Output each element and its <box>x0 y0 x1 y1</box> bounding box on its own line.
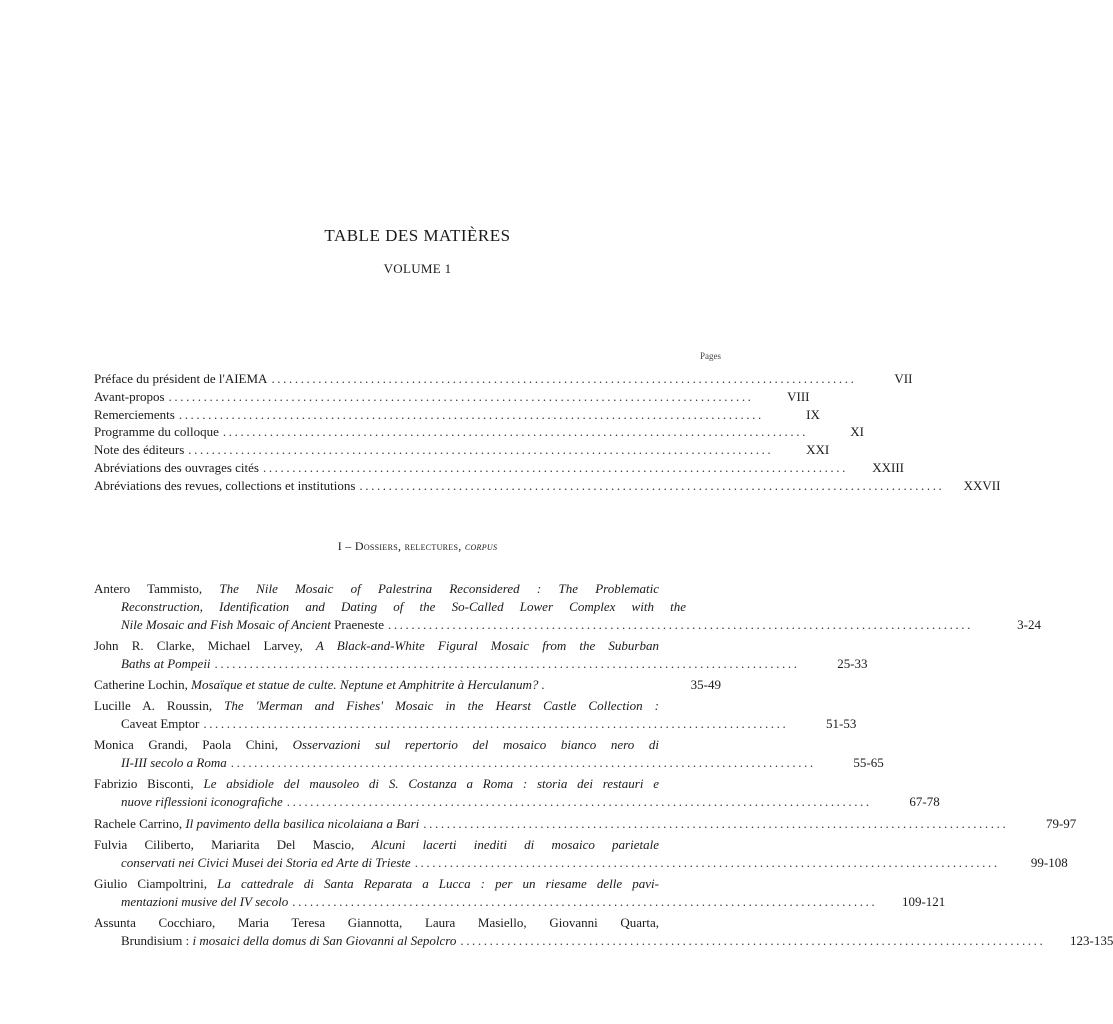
entry-authors: Rachele Carrino, <box>94 815 186 831</box>
entry-last-line <box>94 616 1041 634</box>
entry-pages: 51-53 <box>826 716 857 732</box>
section-heading <box>0 539 835 554</box>
article-entry[interactable] <box>94 580 1041 634</box>
front-matter-page: IX <box>806 406 820 422</box>
entry-last-line <box>94 932 1113 950</box>
article-entry[interactable] <box>94 815 1077 833</box>
entry-title-plain: Praeneste <box>334 617 384 632</box>
leader-dots: .................................................................................................... <box>292 893 878 909</box>
entry-title-plain: Brundisium : <box>121 932 193 948</box>
entry-title-end: II-III secolo a Roma <box>121 755 227 771</box>
entry-last-line <box>94 793 940 811</box>
front-matter-page: VII <box>894 371 913 386</box>
entry-pages: 35-49 <box>690 677 721 693</box>
leader-dots: .................................................................................................... <box>188 442 774 458</box>
entry-line <box>94 815 419 833</box>
entry-line <box>94 697 659 715</box>
entry-line <box>94 775 659 793</box>
entry-title-end: mentazioni musive del IV secolo <box>121 893 289 909</box>
entry-pages: 55-65 <box>853 755 884 771</box>
entry-authors: Monica Grandi, Paola Chini, <box>94 737 293 753</box>
front-matter-page: XXI <box>806 442 830 458</box>
front-matter-item[interactable] <box>94 477 1001 495</box>
leader-dots: .................................................................................................... <box>222 424 808 440</box>
entry-pages: 109-121 <box>901 893 946 909</box>
entry-line <box>94 736 659 754</box>
article-entry[interactable] <box>94 775 940 811</box>
article-entry[interactable] <box>94 676 721 694</box>
entry-title: Mosaïque et statue de culte. Neptune et Amphitrite à Herculanum? . <box>191 677 545 693</box>
entry-pages: 79-97 <box>1045 815 1077 831</box>
front-matter-item[interactable] <box>94 423 864 441</box>
entry-authors: John R. Clarke, Michael Larvey, <box>94 638 316 654</box>
front-matter-item[interactable] <box>94 441 830 459</box>
leader-dots: .................................................................................................... <box>286 794 872 810</box>
entry-title: La cattedrale di Santa Reparata a Lucca : per un riesame delle pavi- <box>217 875 659 891</box>
entry-title-end: nuove riflessioni iconografiche <box>121 794 283 810</box>
article-entry[interactable] <box>94 914 1113 950</box>
entry-last-line <box>94 754 884 772</box>
article-entry[interactable] <box>94 697 857 733</box>
entry-authors: Fulvia Ciliberto, Mariarita Del Mascio, <box>94 836 372 852</box>
leader-dots: .................................................................................................... <box>168 388 754 404</box>
entry-line <box>94 637 659 655</box>
leader-dots: .................................................................................................... <box>203 716 789 732</box>
entry-authors: Fabrizio Bisconti, <box>94 776 204 792</box>
leader-dots: .................................................................................................... <box>414 854 1000 870</box>
entry-title-italic: Nile Mosaic and Fish Mosaic of Ancient <box>121 617 335 632</box>
entry-authors: Lucille A. Roussin, <box>94 698 225 714</box>
entry-line <box>94 836 659 854</box>
front-matter-page: XXVII <box>963 477 1001 493</box>
entry-pages: 67-78 <box>909 794 940 810</box>
leader-dots: .................................................................................................... <box>262 459 848 475</box>
front-matter-label: Abréviations des revues, collections et institutions <box>94 477 356 493</box>
front-matter-label: Avant-propos <box>94 388 165 404</box>
leader-dots: .................................................................................................... <box>359 477 945 493</box>
leader-dots: .................................................................................................... <box>214 656 800 672</box>
article-entry[interactable] <box>94 637 868 673</box>
front-matter-label: Remerciements <box>94 406 175 422</box>
entry-title: The 'Merman and Fishes' Mosaic in the Hearst Castle Collection : <box>224 698 659 714</box>
front-matter-item[interactable] <box>94 459 904 477</box>
article-list <box>94 580 1113 953</box>
entry-title: Il pavimento della basilica nicolaiana a Bari <box>185 815 420 831</box>
page-title: TABLE DES MATIÈRES <box>324 226 511 245</box>
entry-line <box>94 676 545 694</box>
entry-title: Le absidiole del mausoleo di S. Costanza a Roma : storia dei restauri e <box>203 776 659 792</box>
entry-title-end: Baths at Pompeii <box>121 656 211 672</box>
leader-dots: .................................................................................................... <box>387 617 973 632</box>
front-matter-label: Préface du président de l'AIEMA <box>94 371 268 386</box>
entry-last-line <box>94 715 857 733</box>
volume-label: VOLUME 1 <box>383 261 452 276</box>
front-matter-item[interactable] <box>94 388 810 406</box>
section-title-italic: corpus <box>464 539 498 553</box>
entry-pages: 25-33 <box>837 656 868 672</box>
entry-title: A Black-and-White Figural Mosaic from the Suburban <box>315 638 659 654</box>
article-entry[interactable] <box>94 736 884 772</box>
front-matter-page: XI <box>850 424 864 440</box>
entry-last-line <box>94 815 1077 833</box>
front-matter-label: Abréviations des ouvrages cités <box>94 459 259 475</box>
entry-line <box>94 875 659 893</box>
entry-line <box>94 914 659 932</box>
front-matter-page: XXIII <box>872 459 904 475</box>
entry-title-end <box>121 616 384 634</box>
entry-line <box>94 580 659 598</box>
section-title: Dossiers, relectures, <box>354 539 465 553</box>
entry-pages: 123-135 <box>1070 932 1113 948</box>
entry-last-line <box>94 854 1068 872</box>
pages-column-header: Pages <box>700 351 721 361</box>
entry-authors: Antero Tammisto, <box>94 581 220 596</box>
front-matter-item[interactable] <box>94 406 820 424</box>
entry-title: Osservazioni sul repertorio del mosaico bianco nero di <box>292 737 659 753</box>
entry-title-end <box>121 932 456 950</box>
leader-dots: .................................................................................................... <box>423 815 1009 831</box>
section-prefix: I – <box>337 539 355 553</box>
entry-authors: Catherine Lochin, <box>94 677 192 693</box>
front-matter-list <box>94 370 1001 495</box>
entry-title: Alcuni lacerti inediti di mosaico parietale <box>371 836 659 852</box>
leader-dots: .................................................................................................... <box>271 371 857 386</box>
entry-title-end: conservati nei Civici Musei dei Storia ed Arte di Trieste <box>121 854 411 870</box>
entry-title: The Nile Mosaic of Palestrina Reconsidered : The Problematic <box>219 581 659 596</box>
article-entry[interactable] <box>94 875 946 911</box>
entry-authors: Assunta Cocchiaro, Maria Teresa Giannotta, Laura Masiello, Giovanni Quarta, <box>94 914 659 930</box>
front-matter-label: Note des éditeurs <box>94 442 185 458</box>
entry-last-line <box>94 655 868 673</box>
entry-pages: 99-108 <box>1030 854 1068 870</box>
entry-last-line <box>94 893 946 911</box>
front-matter-item[interactable] <box>94 370 913 388</box>
leader-dots: .................................................................................................... <box>178 406 764 422</box>
entry-pages: 3-24 <box>1017 617 1041 632</box>
entry-title-italic: i mosaici della domus di San Giovanni al Sepolcro <box>192 932 457 948</box>
front-matter-page: VIII <box>787 388 810 404</box>
entry-last-line <box>94 676 721 694</box>
article-entry[interactable] <box>94 836 1068 872</box>
entry-title-end: Caveat Emptor <box>121 716 200 732</box>
entry-authors: Giulio Ciampoltrini, <box>94 875 218 891</box>
front-matter-label: Programme du colloque <box>94 424 219 440</box>
leader-dots: .................................................................................................... <box>460 932 1046 948</box>
entry-title-continued: Reconstruction, Identification and Dating of the So-Called Lower Complex with the <box>121 599 686 614</box>
leader-dots: .................................................................................................... <box>230 755 816 771</box>
